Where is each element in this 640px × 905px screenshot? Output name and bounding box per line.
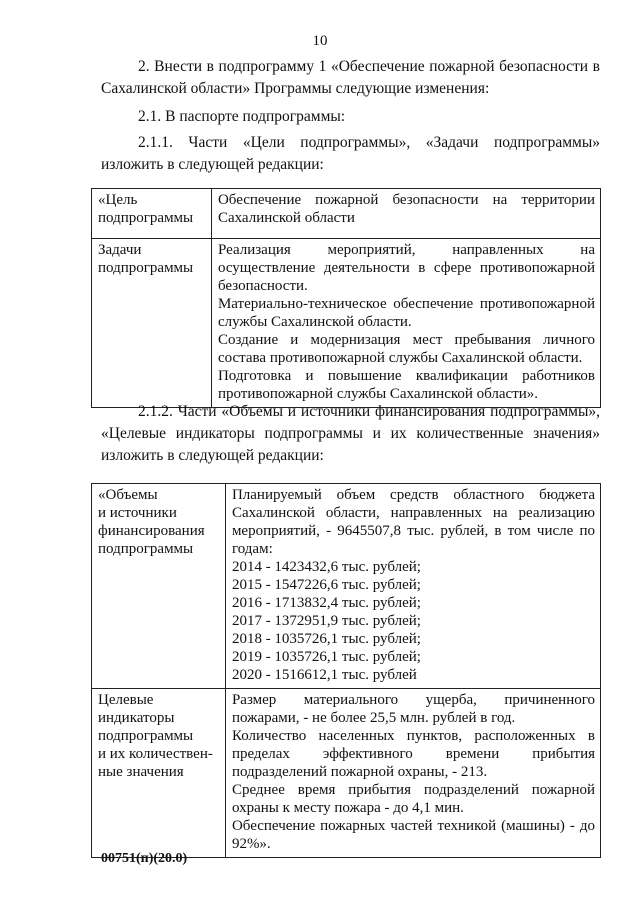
funding-line: Планируемый объем средств областного бюджета Сахалинской области, направленных на реализацию мероприятий, - 9645507,8 тыс. рублей, в том числе по годам: <box>231 487 595 557</box>
label-line: «Объемы <box>98 487 158 503</box>
goal-line: Обеспечение пожарной безопасности на территории Сахалинской области <box>217 192 595 226</box>
paragraph-item-2: 2. Внести в подпрограмму 1 «Обеспечение пожарной безопасности в Сахалинской области» Программы следующие изменения: <box>101 58 600 97</box>
goals-tasks-table <box>91 188 601 408</box>
row-value-goal <box>211 189 600 239</box>
funding-year-line: 2014 - 1423432,6 тыс. рублей; <box>231 559 421 575</box>
row-label-goal: «Цель подпрограммы <box>92 189 212 239</box>
table-row <box>92 189 601 239</box>
funding-year-line: 2019 - 1035726,1 тыс. рублей; <box>231 649 421 665</box>
row-label-funding <box>92 484 226 689</box>
funding-indicators-table <box>91 483 601 858</box>
task-line: Материально-техническое обеспечение противопожарной службы Сахалинской области. <box>217 296 595 330</box>
row-value-indicators <box>225 689 600 858</box>
paragraph-item-2-1: 2.1. В паспорте подпрограммы: <box>138 108 346 125</box>
funding-year-line: 2016 - 1713832,4 тыс. рублей; <box>231 595 421 611</box>
label-line: подпрограммы <box>98 728 194 744</box>
task-line: Подготовка и повышение квалификации работников противопожарной службы Сахалинской области». <box>217 368 595 402</box>
task-line: Создание и модернизация мест пребывания личного состава противопожарной службы Сахалинской области. <box>217 332 595 366</box>
table-row <box>92 484 601 689</box>
row-label-indicators <box>92 689 226 858</box>
indicator-line: Среднее время прибытия подразделений пожарной охраны к месту пожара - до 4,1 мин. <box>231 782 595 816</box>
paragraph-item-2-1-2: 2.1.2. Части «Объемы и источники финансирования подпрограммы», «Целевые индикаторы подпрограммы и их количественные значения» изложить в следующей редакции: <box>101 403 600 464</box>
label-line: индикаторы <box>98 710 175 726</box>
document-code: 00751(п)(20.0) <box>101 851 188 866</box>
paragraph-item-2-1-1: 2.1.1. Части «Цели подпрограммы», «Задачи подпрограммы» изложить в следующей редакции: <box>101 134 600 173</box>
page-number: 10 <box>312 33 328 49</box>
task-line: Реализация мероприятий, направленных на осуществление деятельности в сфере противопожарной безопасности. <box>217 242 595 294</box>
table-row <box>92 689 601 858</box>
label-line: ные значения <box>98 764 184 780</box>
funding-year-line: 2018 - 1035726,1 тыс. рублей; <box>231 631 421 647</box>
row-value-funding <box>225 484 600 689</box>
label-line: и источники <box>98 505 177 521</box>
label-line: и их количествен- <box>98 746 213 762</box>
funding-year-line: 2017 - 1372951,9 тыс. рублей; <box>231 613 421 629</box>
table-row <box>92 239 601 408</box>
indicator-line: Количество населенных пунктов, расположенных в пределах эффективного времени прибытия подразделений пожарной охраны, - 213. <box>231 728 595 780</box>
funding-year-line: 2015 - 1547226,6 тыс. рублей; <box>231 577 421 593</box>
label-line: финансирования <box>98 523 205 539</box>
label-line: Целевые <box>98 692 154 708</box>
indicator-line: Размер материального ущерба, причиненного пожарами, - не более 25,5 млн. рублей в год. <box>231 692 595 726</box>
row-value-tasks <box>211 239 600 408</box>
row-label-tasks: Задачи подпрограммы <box>92 239 212 408</box>
funding-year-line: 2020 - 1516612,1 тыс. рублей <box>231 667 417 683</box>
indicator-line: Обеспечение пожарных частей техникой (машины) - до 92%». <box>231 818 595 852</box>
label-line: подпрограммы <box>98 541 194 557</box>
